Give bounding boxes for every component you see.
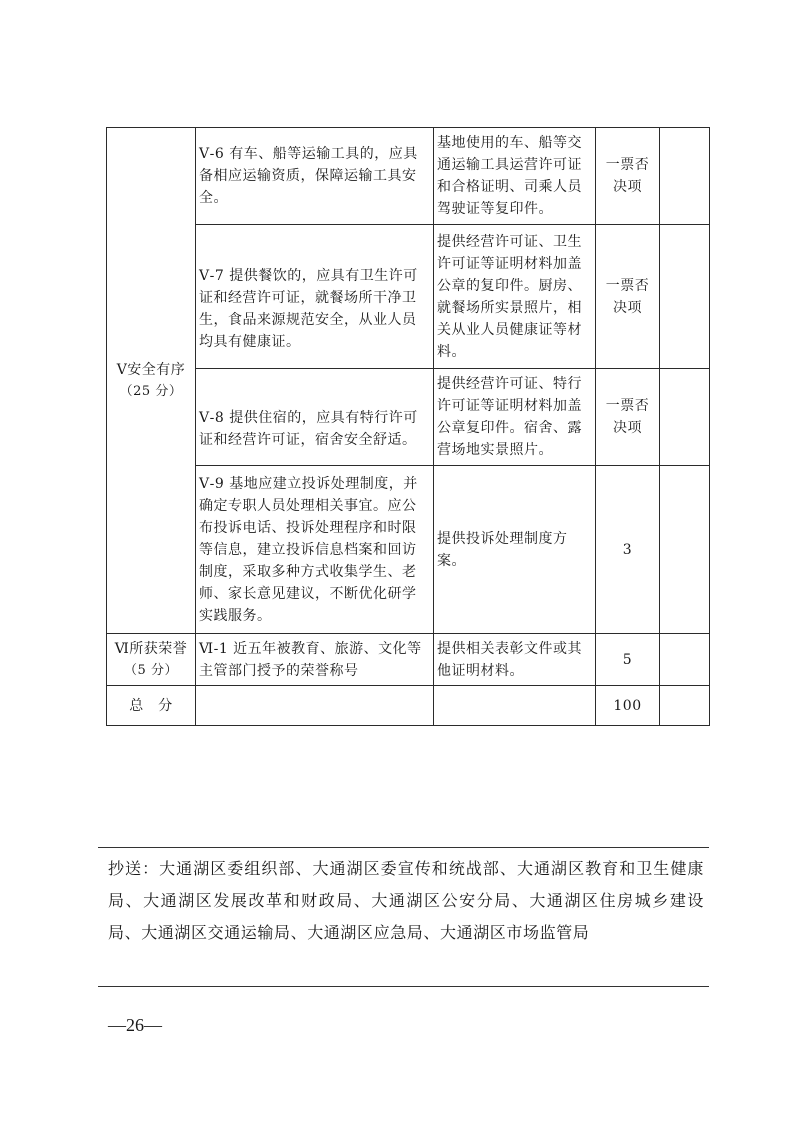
total-label: 总 分 [107,686,196,726]
category-cell [107,634,196,686]
table-row [107,634,710,686]
remark-cell [660,128,710,225]
remark-cell [660,225,710,369]
materials-cell: 提供经营许可证、特行许可证等证明材料加盖公章复印件。宿舍、露营场地实景照片。 [434,369,596,466]
remark-cell [660,369,710,466]
table-row [107,369,710,466]
category-points: （25 分） [119,383,183,399]
category-points: （5 分） [124,662,178,678]
score-cell: 一票否决项 [596,128,660,225]
table-row [107,128,710,225]
materials-cell [434,686,596,726]
score-cell: 3 [596,466,660,634]
category-title: Ⅴ安全有序 [116,361,186,378]
page-number: —26— [108,1015,162,1035]
category-title: Ⅵ所获荣誉 [114,640,188,657]
requirement-cell: Ⅵ-1 近五年被教育、旅游、文化等主管部门授予的荣誉称号 [196,634,434,686]
score-cell: 一票否决项 [596,225,660,369]
table-row [107,466,710,634]
category-cell [107,128,196,634]
requirement-cell [196,686,434,726]
remark-cell [660,634,710,686]
table-row [107,225,710,369]
total-score: 100 [596,686,660,726]
cc-distribution: 抄送：大通湖区委组织部、大通湖区委宣传和统战部、大通湖区教育和卫生健康局、大通湖区发展改革和财政局、大通湖区公安分局、大通湖区住房城乡建设局、大通湖区交通运输局、大通湖区应急局、大通湖区市场监管局 [108,859,704,942]
requirement-cell: Ⅴ-8 提供住宿的，应具有特行许可证和经营许可证，宿舍安全舒适。 [196,369,434,466]
cc-bottom-rule [98,986,709,987]
score-cell: 5 [596,634,660,686]
materials-cell: 提供投诉处理制度方案。 [434,466,596,634]
remark-cell [660,686,710,726]
materials-cell: 基地使用的车、船等交通运输工具运营许可证和合格证明、司乘人员驾驶证等复印件。 [434,128,596,225]
materials-cell: 提供相关表彰文件或其他证明材料。 [434,634,596,686]
remark-cell [660,466,710,634]
requirement-cell: Ⅴ-6 有车、船等运输工具的，应具备相应运输资质，保障运输工具安全。 [196,128,434,225]
table-row [107,686,710,726]
requirement-cell: Ⅴ-9 基地应建立投诉处理制度，并确定专职人员处理相关事宜。应公布投诉电话、投诉处理程序和时限等信息，建立投诉信息档案和回访制度，采取多种方式收集学生、老师、家长意见建议，不断优化研学实践服务。 [196,466,434,634]
requirement-cell: Ⅴ-7 提供餐饮的，应具有卫生许可证和经营许可证，就餐场所干净卫生，食品来源规范安全，从业人员均具有健康证。 [196,225,434,369]
scoring-table [106,127,710,726]
cc-top-rule [98,847,709,848]
materials-cell: 提供经营许可证、卫生许可证等证明材料加盖公章的复印件。厨房、就餐场所实景照片，相关从业人员健康证等材料。 [434,225,596,369]
score-cell: 一票否决项 [596,369,660,466]
